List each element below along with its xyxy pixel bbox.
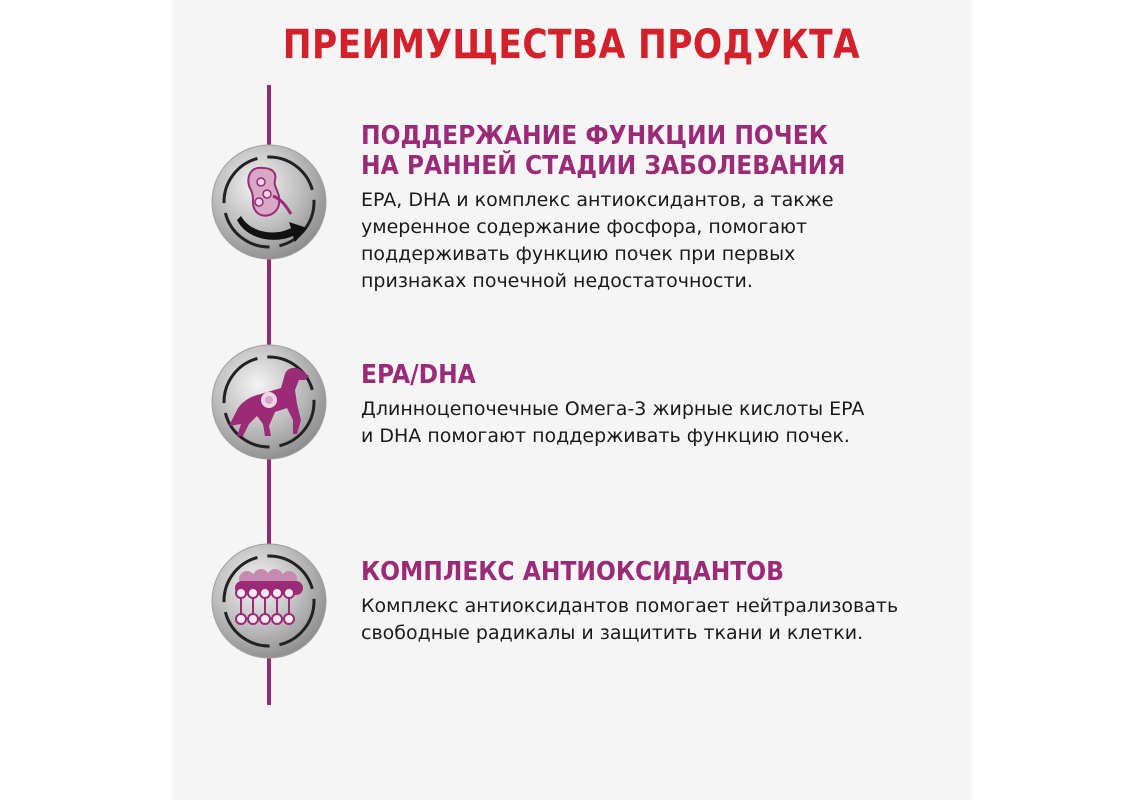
cell-membrane-icon (211, 543, 327, 659)
benefit-text: EPA, DHA и комплекс антиоксидантов, а также умеренное содержание фосфора, помогают поддерживать функцию почек при первых признаках почечной недостаточности. (361, 189, 834, 292)
benefit-item (361, 557, 981, 647)
benefit-item (361, 360, 981, 450)
dog-kidney-icon (211, 344, 327, 460)
benefit-heading: ПОДДЕРЖАНИЕ ФУНКЦИИ ПОЧЕК НА РАННЕЙ СТАДИИ ЗАБОЛЕВАНИЯ (361, 121, 846, 181)
benefit-item (361, 121, 981, 295)
benefit-heading: EPA/DHA (361, 360, 476, 390)
benefit-heading: КОМПЛЕКС АНТИОКСИДАНТОВ (361, 557, 784, 587)
benefit-text: Длинноцепочечные Омега-3 жирные кислоты EPA и DHA помогают поддерживать функцию почек. (361, 398, 865, 447)
page-title: ПРЕИМУЩЕСТВА ПРОДУКТА (282, 22, 861, 68)
kidney-arrow-icon (211, 144, 327, 260)
benefit-text: Комплекс антиоксидантов помогает нейтрализовать свободные радикалы и защитить ткани и клетки. (361, 595, 899, 644)
